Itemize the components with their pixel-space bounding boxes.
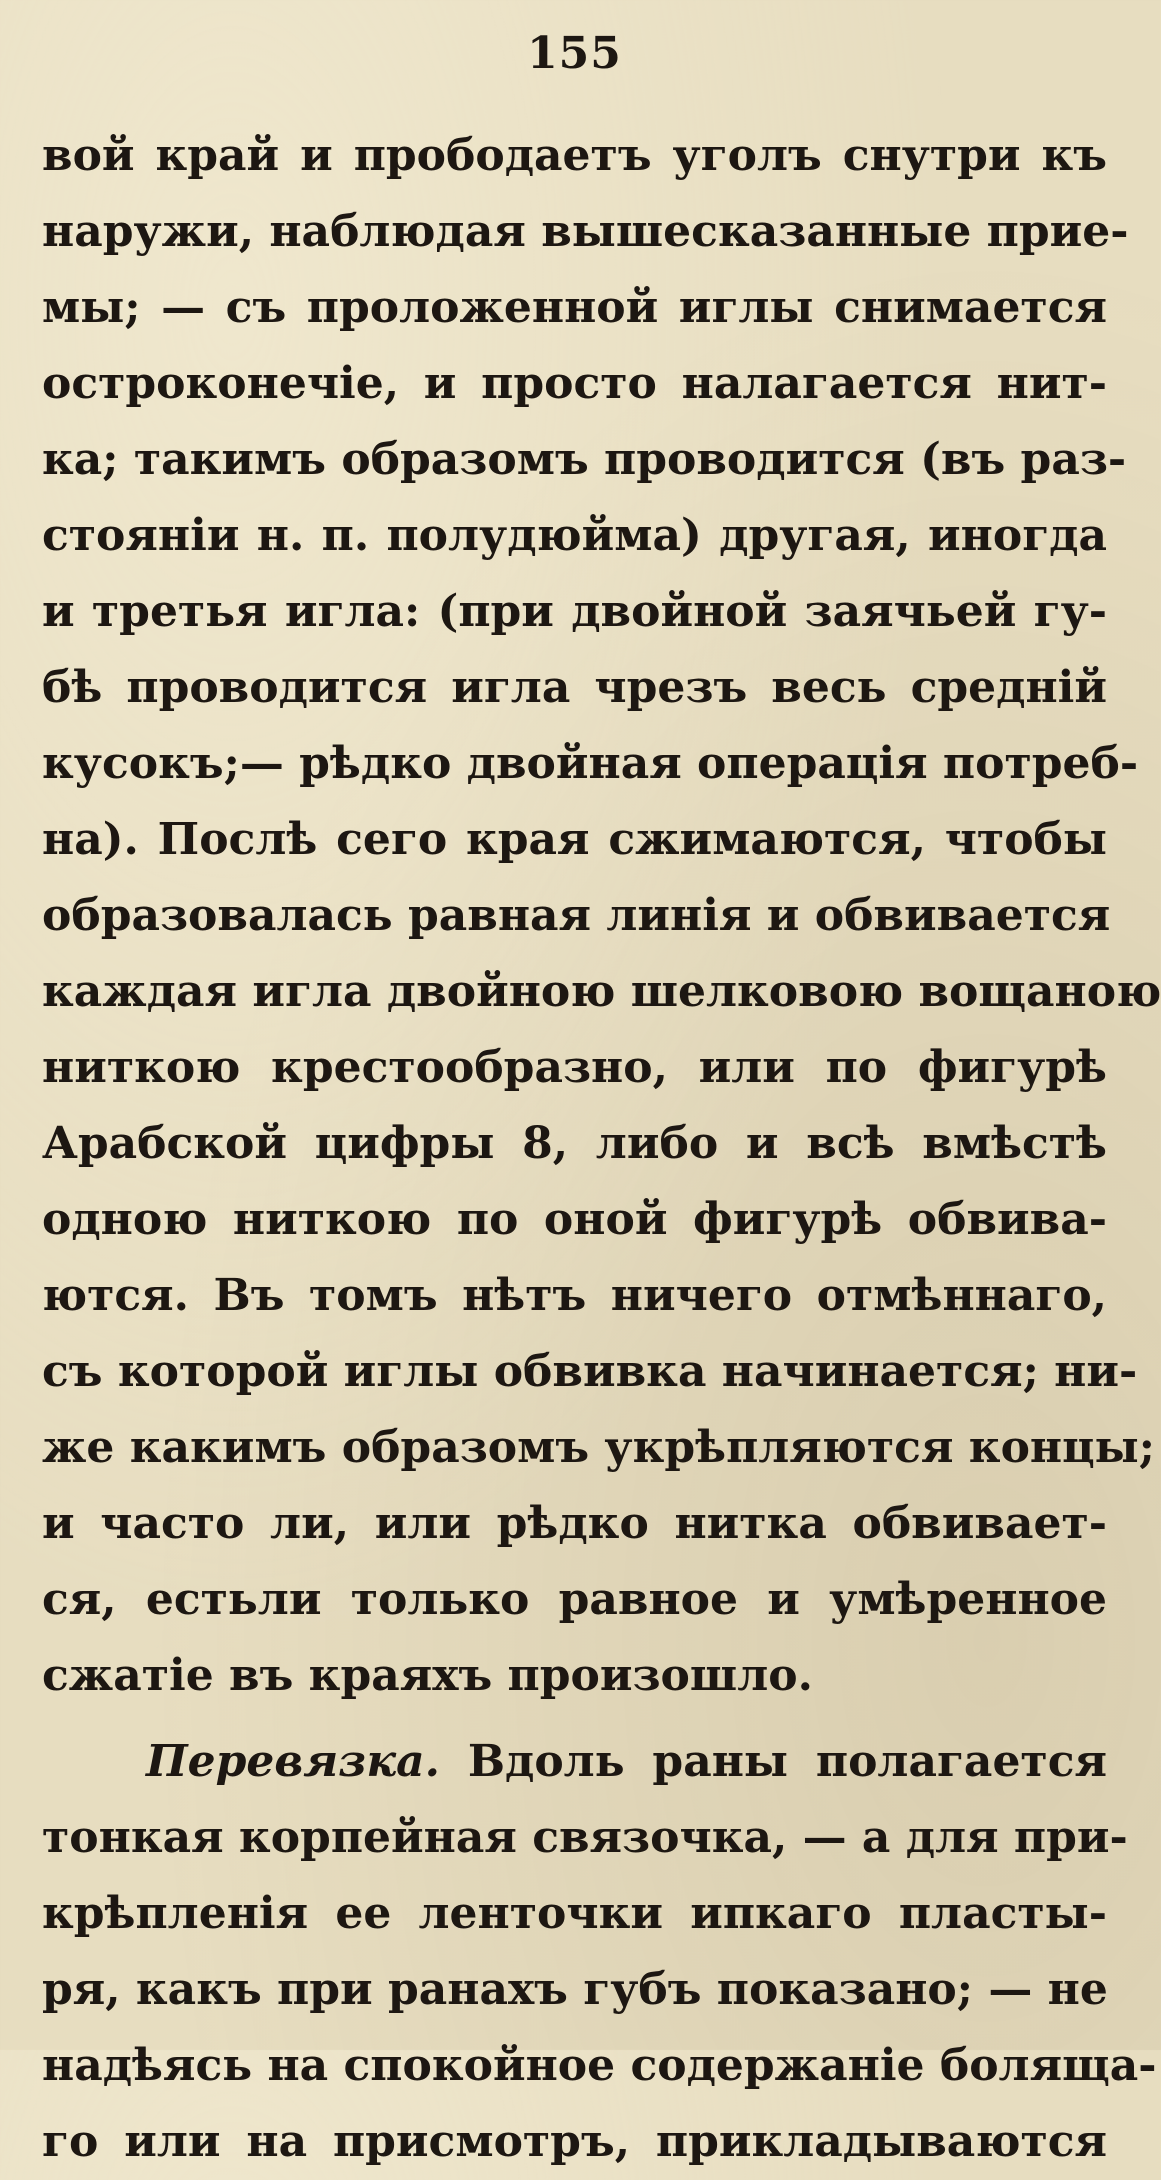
text-line: и третья игла: (при двойной заячьей гу- [42,586,1107,637]
text-line: же какимъ образомъ укрѣпляются концы; [42,1422,1155,1473]
text-line: съ которой иглы обвивка начинается; ни- [42,1346,1138,1397]
text-line: на). Послѣ сего края сжимаются, чтобы [42,814,1107,865]
text-line: остроконечіе, и просто налагается нит- [42,358,1107,409]
text-line: крѣпленія ее ленточки ипкаго пласты- [42,1888,1107,1939]
text-line: ка; такимъ образомъ проводится (въ раз- [42,434,1127,485]
text-line: одною ниткою по оной фигурѣ обвива- [42,1194,1107,1245]
text-line: надѣясь на спокойное содержаніе болящa- [42,2040,1157,2091]
text-line: наружи, наблюдая вышесказанные прие- [42,206,1129,257]
paragraph-gap [42,1714,1107,1724]
text-line: бѣ проводится игла чрезъ весь средній [42,662,1107,713]
text-line: тонкая корпейная связочка, — а для при- [42,1812,1128,1863]
text-line: Арабской цифры 8, либо и всѣ вмѣстѣ [42,1118,1107,1169]
section-heading: Перевязка. [146,1736,440,1787]
text-line-first [42,1724,1107,1800]
text-line: сжатіе въ краяхъ произошло. [42,1650,813,1701]
text-line: ся, естьли только равное и умѣренное [42,1574,1107,1625]
text-line: ниткою крестообразно, или по фигурѣ [42,1042,1107,1093]
text-line: и часто ли, или рѣдко нитка обвивает- [42,1498,1107,1549]
text-line: каждая игла двойною шелковою вощаною [42,966,1161,1017]
text-line: ря, какъ при ранахъ губъ показано; — не [42,1964,1108,2015]
page-number: 155 [527,28,622,79]
text-line: стояніи н. п. полудюйма) другая, иногда [42,510,1107,561]
paragraph-dressing [42,1724,1157,2180]
text-fragment: Вдоль раны полагается [467,1736,1107,1787]
text-line: вой край и прободаетъ уголъ снутри къ [42,130,1107,181]
text-line: мы; — съ проложенной иглы снимается [42,282,1107,333]
text-line: образовалась равная линія и обвивается [42,890,1111,941]
paragraph-suture [42,118,1161,1714]
text-line: ются. Въ томъ нѣтъ ничего отмѣннаго, [42,1270,1107,1321]
text-line: кусокъ;— рѣдко двойная операція потреб- [42,738,1139,789]
text-line: го или на присмотръ, прикладываются [42,2116,1107,2167]
